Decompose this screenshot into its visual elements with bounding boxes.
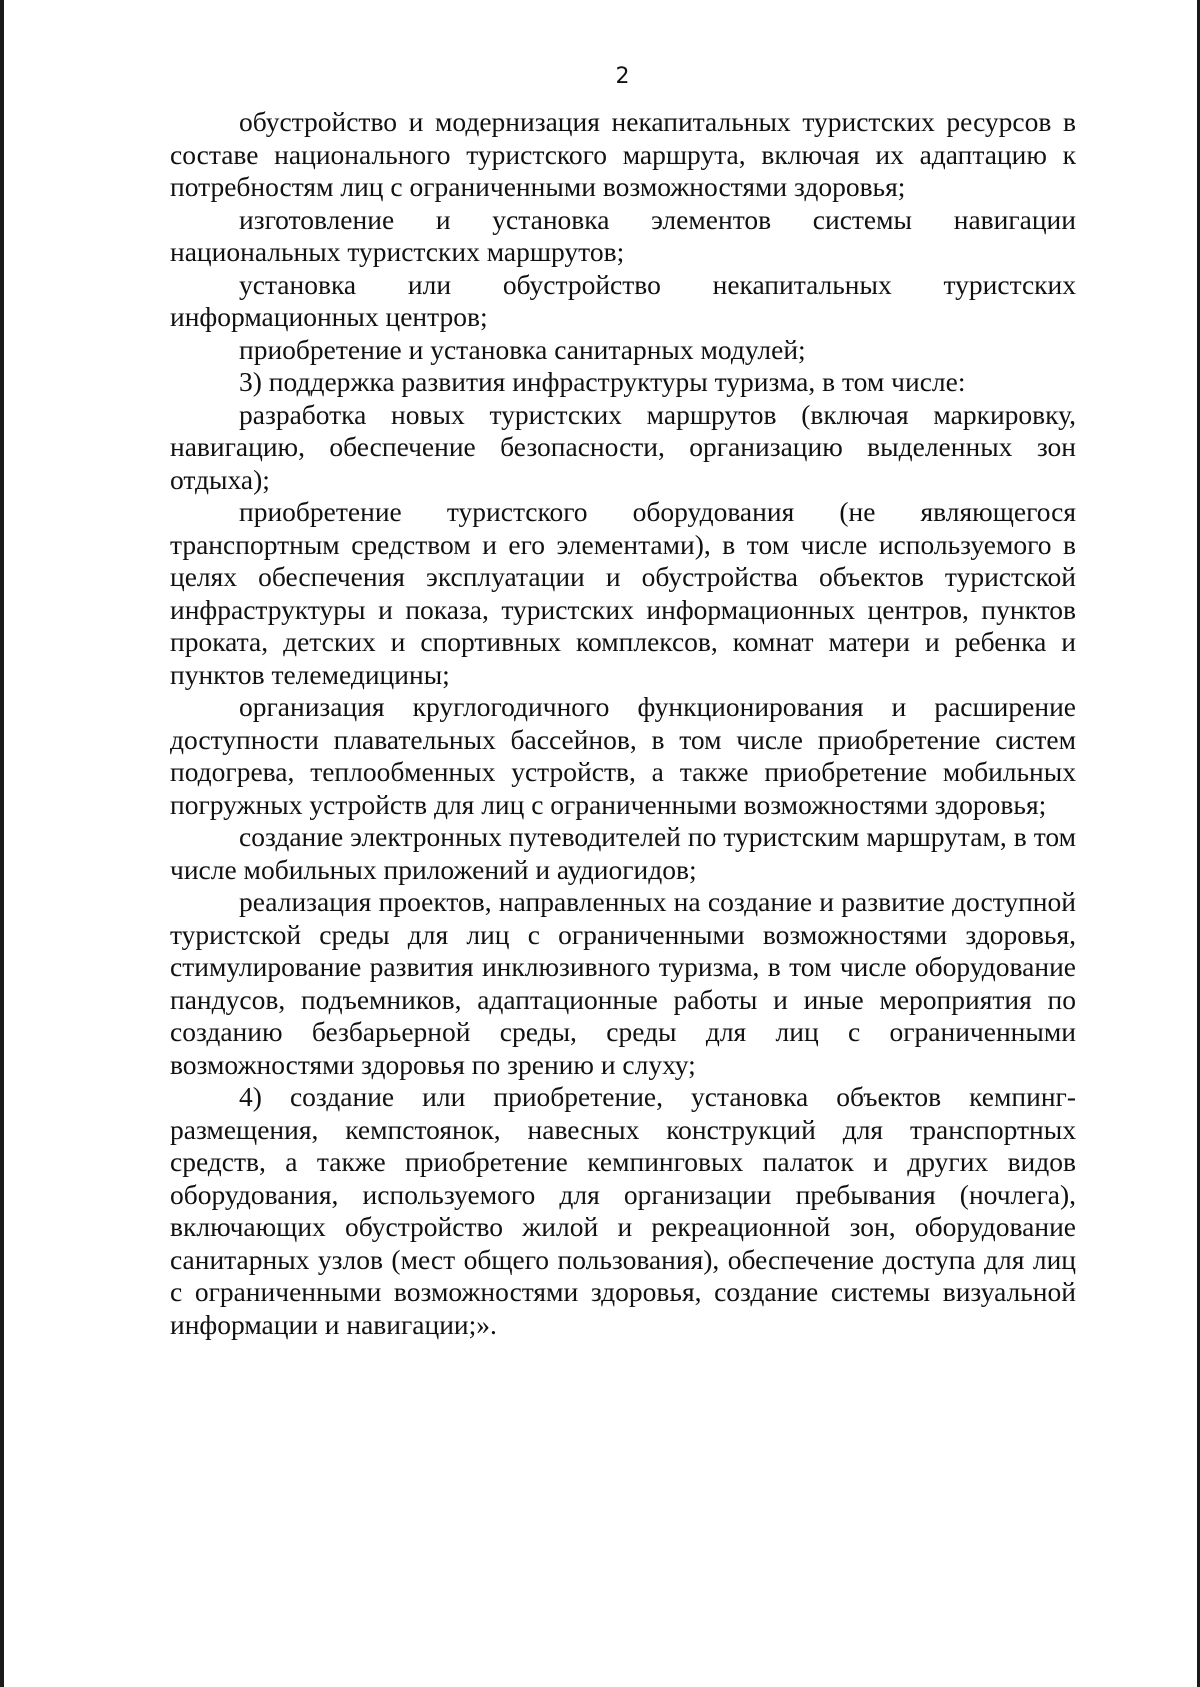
paragraph-1: обустройство и модернизация некапитальных туристских ресурсов в составе национального туристского маршрута, включая их адаптацию к потребностям лиц с ограниченными возможностями здоровья; xyxy=(170,106,1076,202)
paragraph-6: разработка новых туристских маршрутов (включая маркировку, навигацию, обеспечение безопасности, организацию выделенных зон отдыха); xyxy=(170,398,1076,495)
paragraph-7: приобретение туристского оборудования (не являющегося транспортным средством и его элементами), в том числе используемого в целях обеспечения эксплуатации и обустройства объектов туристской инфраструктуры и показа, туристских информационных центров, пунктов проката, детских и спортивных комплексов, комнат матери и ребенка и пунктов телемедицины; xyxy=(170,496,1076,690)
page-number: 2 xyxy=(615,64,630,89)
document-body xyxy=(170,106,1076,1341)
paragraph-4: приобретение и установка санитарных модулей; xyxy=(239,333,806,365)
paragraph-2: изготовление и установка элементов системы навигации национальных туристских маршрутов; xyxy=(170,203,1076,267)
paragraph-8: организация круглогодичного функционирования и расширение доступности плавательных бассейнов, в том числе приобретение систем подогрева, теплообменных устройств, а также приобретение мобильных погружных устройств для лиц с ограниченными возможностями здоровья; xyxy=(170,691,1076,820)
paragraph-3: установка или обустройство некапитальных туристских информационных центров; xyxy=(170,268,1076,332)
paragraph-5: 3) поддержка развития инфраструктуры туризма, в том числе: xyxy=(239,366,966,397)
scan-left-border xyxy=(0,0,4,1687)
paragraph-10: реализация проектов, направленных на создание и развитие доступной туристской среды для лиц с ограниченными возможностями здоровья, стимулирование развития инклюзивного туризма, в том числе оборудование пандусов, подъемников, адаптационные работы и иные мероприятия по созданию безбарьерной среды, среды для лиц с ограниченными возможностями здоровья по зрению и слуху; xyxy=(170,886,1076,1080)
paragraph-9: создание электронных путеводителей по туристским маршрутам, в том числе мобильных приложений и аудиогидов; xyxy=(170,821,1076,885)
paragraph-11: 4) создание или приобретение, установка объектов кемпинг-размещения, кемпстоянок, навесных конструкций для транспортных средств, а также приобретение кемпинговых палаток и других видов оборудования, используемого для организации пребывания (ночлега), включающих обустройство жилой и рекреационной зон, оборудование санитарных узлов (мест общего пользования), обеспечение доступа для лиц с ограниченными возможностями здоровья, создание системы визуальной информации и навигации;». xyxy=(170,1081,1076,1340)
